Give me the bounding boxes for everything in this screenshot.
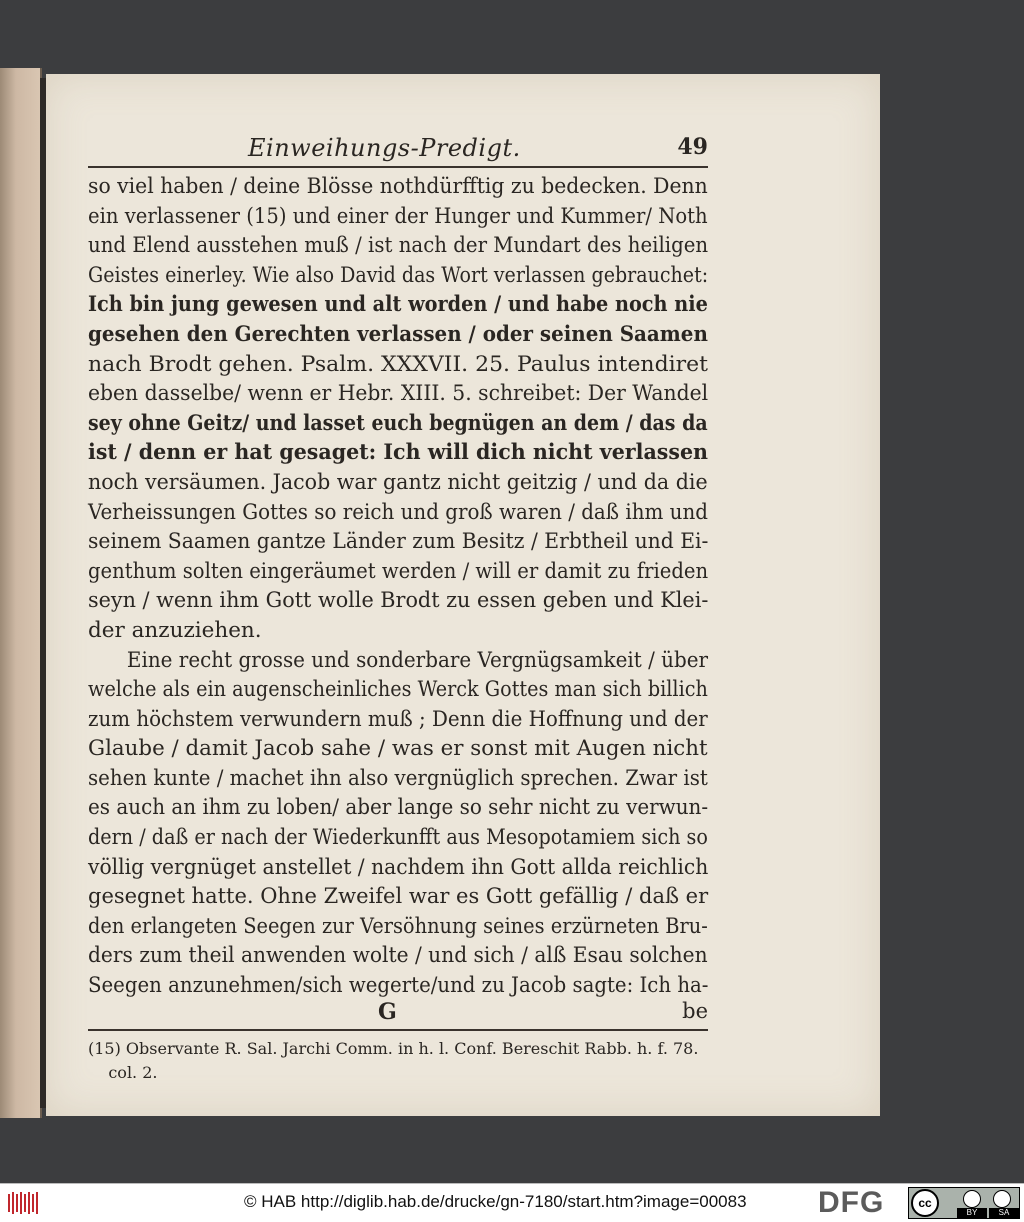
cc-sa-label: SA <box>989 1208 1019 1218</box>
text-line: und Elend ausstehen muß / ist nach der Mundart des heiligen <box>88 233 709 259</box>
text-line: gesehen den Gerechten verlassen / oder seinen Saamen <box>88 321 708 347</box>
cc-license-badge[interactable] <box>908 1187 1020 1219</box>
catchword: be <box>682 998 708 1023</box>
text-line: seyn / wenn ihm Gott wolle Brodt zu essen geben und Klei- <box>88 588 709 614</box>
text-line: eben dasselbe/ wenn er Hebr. XIII. 5. schreibet: Der Wandel <box>88 381 709 407</box>
share-alike-icon <box>993 1190 1011 1208</box>
book-page <box>46 74 880 1116</box>
cc-icon: cc <box>911 1189 939 1217</box>
text-line: es auch an ihm zu loben/ aber lange so sehr nicht zu verwun- <box>88 795 709 821</box>
text-line: der anzuziehen. <box>88 617 262 643</box>
text-line: noch versäumen. Jacob war gantz nicht geitzig / und da die <box>88 469 708 495</box>
text-line: ders zum theil anwenden wolte / und sich / alß Esau solchen <box>88 943 708 969</box>
text-line: ein verlassener (15) und einer der Hunger und Kummer/ Noth <box>88 203 708 229</box>
copyright-link[interactable]: © HAB http://diglib.hab.de/drucke/gn-7180/start.htm?image=00083 <box>244 1192 747 1211</box>
text-line: gesegnet hatte. Ohne Zweifel war es Gott gefällig / daß er <box>88 884 709 910</box>
text-line: Eine recht grosse und sonderbare Vergnügsamkeit / über <box>126 647 709 673</box>
text-line: sey ohne Geitz/ und lasset euch begnügen an dem / das da <box>88 410 708 436</box>
text-line: völlig vergnüget anstellet / nachdem ihn Gott allda reichlich <box>88 854 709 880</box>
text-line: sehen kunte / machet ihn also vergnüglich sprechen. Zwar ist <box>88 765 708 791</box>
text-line: nach Brodt gehen. Psalm. XXXVII. 25. Paulus intendiret <box>88 351 708 377</box>
page-number: 49 <box>677 134 708 160</box>
text-line: genthum solten eingeräumet werden / will er damit zu frieden <box>88 558 709 584</box>
running-head <box>88 124 708 168</box>
footnote-rule <box>88 1029 708 1031</box>
text-line: Seegen anzunehmen/sich wegerte/und zu Jacob sagte: Ich ha- <box>88 973 709 999</box>
running-title: Einweihungs-Predigt. <box>248 134 521 162</box>
footer-bar <box>0 1183 1024 1222</box>
text-line: so viel haben / deine Blösse nothdürfftig zu bedecken. Denn <box>88 174 708 199</box>
text-line: ist / denn er hat gesaget: Ich will dich nicht verlassen <box>88 440 709 466</box>
catch-row <box>88 998 708 1027</box>
signature-mark: G <box>378 998 397 1025</box>
hab-logo-icon[interactable] <box>6 1190 42 1216</box>
text-line: Ich bin jung gewesen und alt worden / und habe noch nie <box>88 292 708 318</box>
text-line: dern / daß er nach der Wiederkunfft aus Mesopotamiem sich so <box>88 825 708 851</box>
text-line: seinem Saamen gantze Länder zum Besitz / Erbtheil und Ei- <box>88 529 709 555</box>
cc-by-label: BY <box>957 1208 987 1218</box>
left-page-edge <box>0 68 42 1118</box>
text-line: Glaube / damit Jacob sahe / was er sonst mit Augen nicht <box>88 736 708 762</box>
text-line: den erlangeten Seegen zur Versöhnung seines erzürneten Bru- <box>88 913 708 939</box>
text-line: welche als ein augenscheinliches Werck Gottes man sich billich <box>88 677 708 703</box>
text-line: zum höchstem verwundern muß ; Denn die Hoffnung und der <box>88 706 708 732</box>
footnote: (15) Observante R. Sal. Jarchi Comm. in h. l. Conf. Bereschit Rabb. h. f. 78. col. 2. <box>88 1038 699 1082</box>
dfg-logo[interactable]: DFG <box>818 1186 885 1219</box>
text-line: Geistes einerley. Wie also David das Wort verlassen gebrauchet: <box>88 262 709 288</box>
text-block <box>88 124 708 1085</box>
text-line: Verheissungen Gottes so reich und groß waren / daß ihm und <box>88 499 708 525</box>
person-icon <box>963 1190 981 1208</box>
